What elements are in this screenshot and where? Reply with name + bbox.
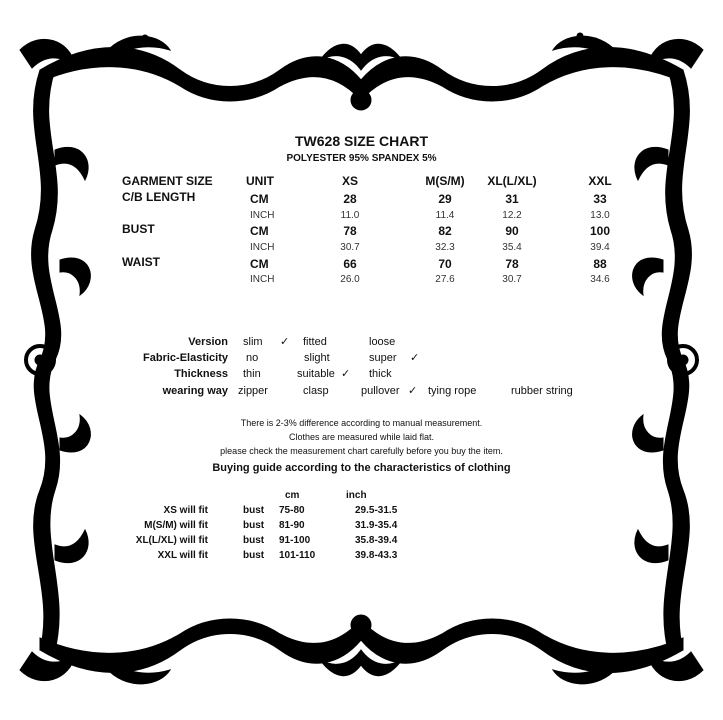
row-label-bust: BUST xyxy=(122,222,155,236)
unit-cm: CM xyxy=(250,192,269,206)
cell-value: 30.7 xyxy=(502,274,522,285)
cell-value: 29 xyxy=(438,192,452,206)
unit-inch: INCH xyxy=(250,210,275,221)
note-check-chart: please check the measurement chart carefully before you buy the item. xyxy=(220,446,503,456)
cell-value: 12.2 xyxy=(502,210,522,221)
note-laid-flat: Clothes are measured while laid flat. xyxy=(288,432,435,442)
cell-value: 11.4 xyxy=(435,210,455,221)
attr-option: thick xyxy=(369,368,392,380)
row-label-waist: WAIST xyxy=(122,255,160,269)
size-header-xs: XS xyxy=(341,174,358,188)
unit-inch: INCH xyxy=(250,242,275,253)
check-mark-icon: ✓ xyxy=(410,352,420,364)
cell-value: 88 xyxy=(593,257,607,271)
unit-header: UNIT xyxy=(246,174,274,188)
size-header-xxl: XXL xyxy=(588,174,612,188)
guide-cm: 91-100 xyxy=(279,535,311,546)
check-mark-icon: ✓ xyxy=(408,385,418,397)
chart-title: TW628 SIZE CHART xyxy=(294,133,428,149)
attr-label-version: Version xyxy=(188,336,228,348)
cell-value: 34.6 xyxy=(590,274,610,285)
attr-option: slim xyxy=(243,336,263,348)
guide-row-label: XXL will fit xyxy=(157,550,208,561)
size-header-m: M(S/M) xyxy=(425,174,465,188)
attr-option: suitable xyxy=(297,368,335,380)
cell-value: 28 xyxy=(343,192,357,206)
attr-option: slight xyxy=(304,352,330,364)
cell-value: 66 xyxy=(343,257,357,271)
guide-part: bust xyxy=(243,505,265,516)
check-mark-icon: ✓ xyxy=(341,368,351,380)
guide-row-label: XL(L/XL) will fit xyxy=(135,535,208,546)
attr-label-thickness: Thickness xyxy=(174,368,228,380)
cell-value: 13.0 xyxy=(590,210,610,221)
guide-inch: 35.8-39.4 xyxy=(355,535,398,546)
material-composition: POLYESTER 95% SPANDEX 5% xyxy=(286,153,437,164)
guide-part: bust xyxy=(243,535,265,546)
attr-option: no xyxy=(246,352,259,364)
guide-col-cm: cm xyxy=(285,490,300,501)
guide-part: bust xyxy=(243,550,265,561)
buying-guide-title: Buying guide according to the characteristics of clothing xyxy=(212,462,511,474)
cell-value: 39.4 xyxy=(590,242,610,253)
unit-cm: CM xyxy=(250,257,269,271)
guide-row-label: M(S/M) will fit xyxy=(144,520,208,531)
cell-value: 32.3 xyxy=(435,242,455,253)
cell-value: 26.0 xyxy=(340,274,360,285)
attr-label-fabric-elasticity: Fabric-Elasticity xyxy=(143,352,228,364)
cell-value: 30.7 xyxy=(340,242,360,253)
attr-option: fitted xyxy=(303,336,327,348)
guide-inch: 31.9-35.4 xyxy=(355,520,398,531)
guide-inch: 29.5-31.5 xyxy=(355,505,398,516)
attr-option: thin xyxy=(243,368,261,380)
cell-value: 11.0 xyxy=(340,210,360,221)
size-header-xl: XL(L/XL) xyxy=(487,174,537,188)
guide-col-inch: inch xyxy=(346,490,367,501)
cell-value: 27.6 xyxy=(435,274,455,285)
attr-option: loose xyxy=(369,336,396,348)
cell-value: 78 xyxy=(505,257,519,271)
cell-value: 31 xyxy=(505,192,519,206)
guide-cm: 81-90 xyxy=(279,520,305,531)
row-label-cb-length: C/B LENGTH xyxy=(122,190,196,204)
cell-value: 90 xyxy=(505,224,519,238)
cell-value: 33 xyxy=(593,192,607,206)
check-mark-icon: ✓ xyxy=(280,336,290,348)
attr-option: clasp xyxy=(303,385,329,397)
guide-cm: 75-80 xyxy=(279,505,305,516)
cell-value: 100 xyxy=(589,224,611,238)
cell-value: 82 xyxy=(438,224,452,238)
attr-option: pullover xyxy=(361,385,400,397)
attr-label-wearing-way: wearing way xyxy=(162,385,228,397)
guide-cm: 101-110 xyxy=(279,550,316,561)
guide-inch: 39.8-43.3 xyxy=(355,550,398,561)
garment-size-header: GARMENT SIZE xyxy=(122,174,213,188)
cell-value: 78 xyxy=(343,224,357,238)
unit-cm: CM xyxy=(250,224,269,238)
guide-part: bust xyxy=(243,520,265,531)
attr-option: tying rope xyxy=(428,385,477,397)
guide-row-label: XS will fit xyxy=(163,505,208,516)
attr-option: super xyxy=(369,352,397,364)
note-measurement-difference: There is 2-3% difference according to manual measurement. xyxy=(240,418,483,428)
cell-value: 35.4 xyxy=(502,242,522,253)
attr-option: rubber string xyxy=(511,385,573,397)
cell-value: 70 xyxy=(438,257,452,271)
unit-inch: INCH xyxy=(250,274,275,285)
attr-option: zipper xyxy=(238,385,268,397)
